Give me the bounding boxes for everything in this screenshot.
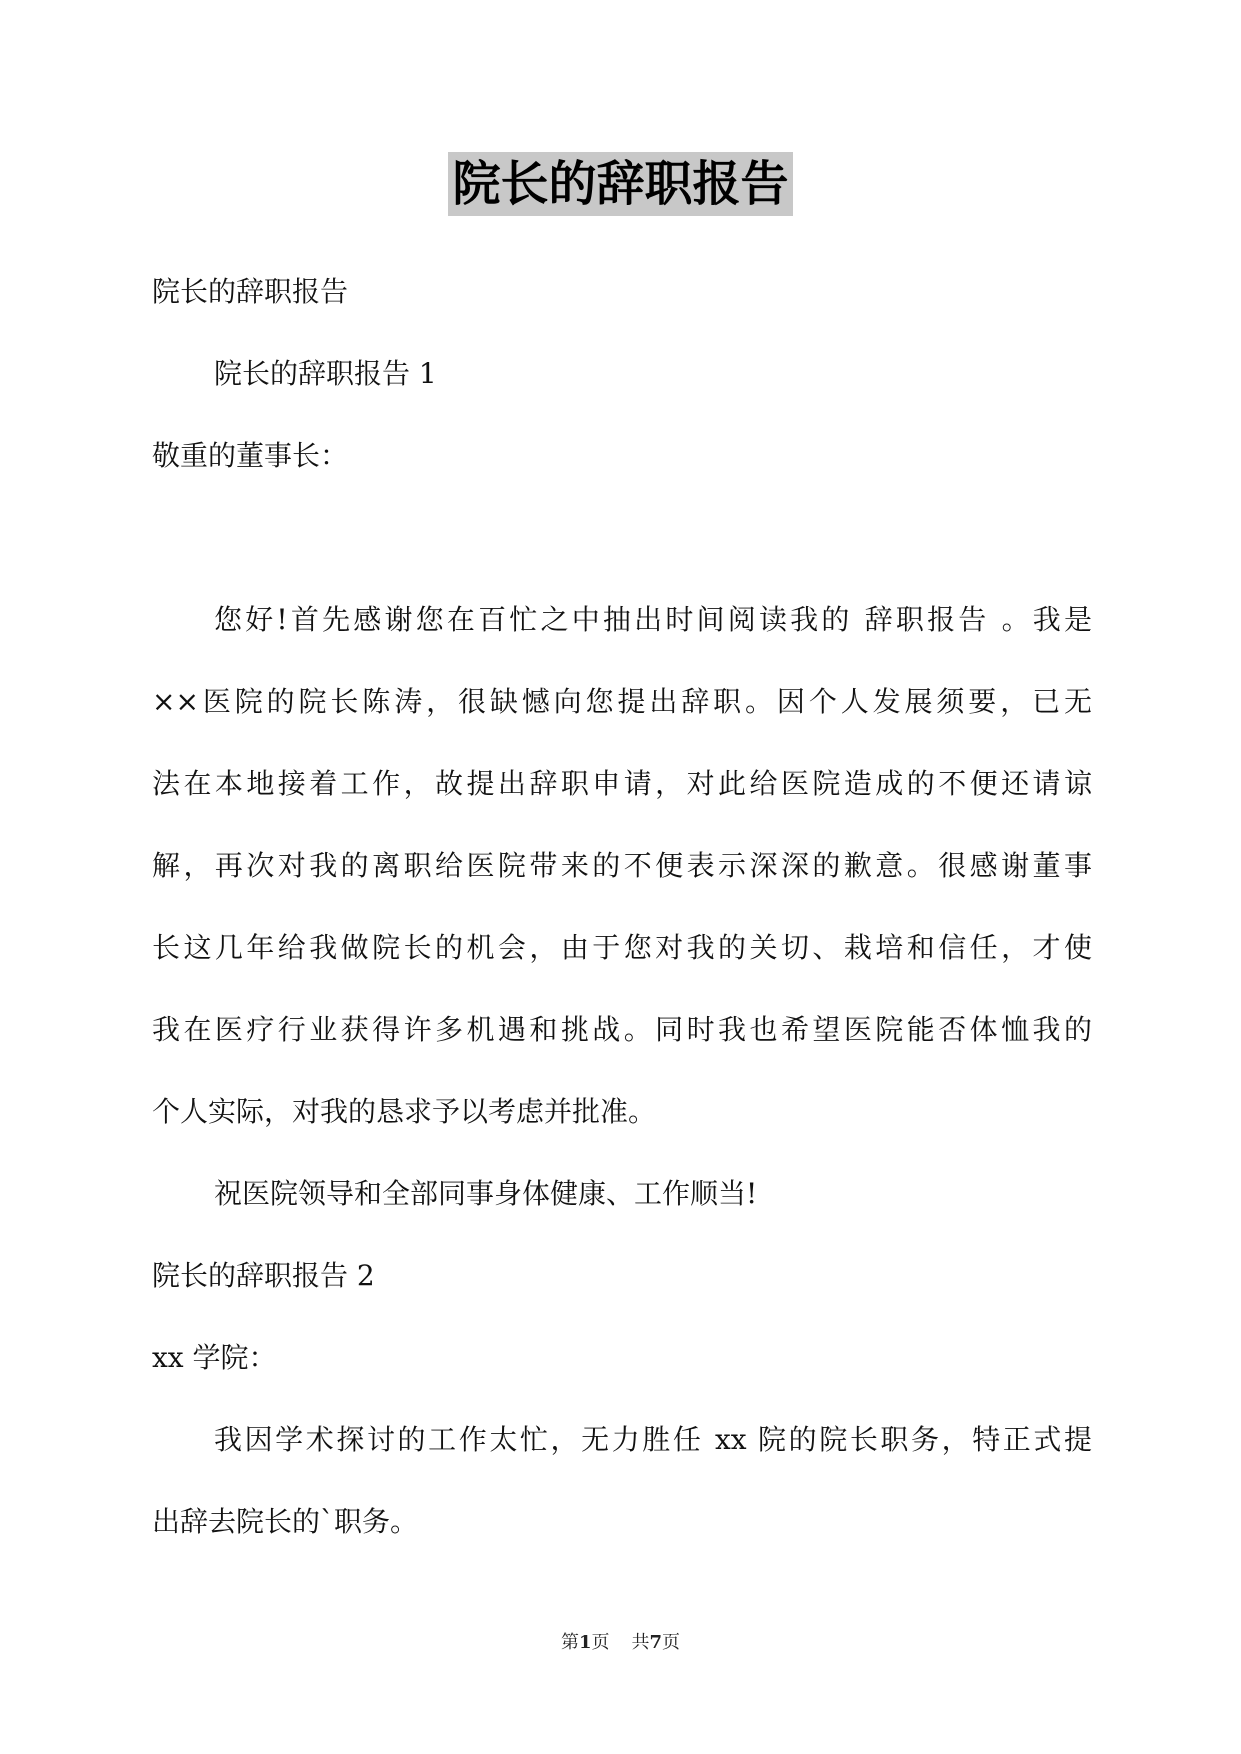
body-line-6: 我在医疗行业获得许多机遇和挑战。同时我也希望医院能否体恤我的 bbox=[152, 1013, 1092, 1046]
salutation-2: xx 学院： bbox=[152, 1341, 277, 1374]
page-footer bbox=[0, 1628, 1241, 1654]
body-line-9: 出辞去院长的`职务。 bbox=[152, 1505, 419, 1538]
paragraph-heading: 院长的辞职报告 bbox=[152, 275, 349, 308]
salutation-1: 敬重的董事长： bbox=[152, 439, 349, 472]
footer-page-prefix: 第 bbox=[560, 1632, 579, 1653]
body-line-5: 长这几年给我做院长的机会，由于您对我的关切、栽培和信任，才使 bbox=[152, 931, 1092, 964]
body-line-3: 法在本地接着工作，故提出辞职申请，对此给医院造成的不便还请谅 bbox=[152, 767, 1092, 800]
body-line-4: 解，再次对我的离职给医院带来的不便表示深深的歉意。很感谢董事 bbox=[152, 849, 1092, 882]
document-body bbox=[152, 262, 1092, 1574]
footer-total-prefix: 共 bbox=[631, 1632, 650, 1653]
body-line-2: ××医院的院长陈涛，很缺憾向您提出辞职。因个人发展须要，已无 bbox=[152, 685, 1092, 718]
body-line-8: 我因学术探讨的工作太忙，无力胜任 xx 院的院长职务，特正式提 bbox=[214, 1423, 1092, 1456]
footer-page-total: 7 bbox=[649, 1632, 663, 1653]
blank-line bbox=[152, 508, 1092, 590]
footer-total-suffix: 页 bbox=[662, 1632, 681, 1653]
document-title: 院长的辞职报告 bbox=[448, 152, 792, 216]
footer-page-mid: 页 bbox=[591, 1632, 610, 1653]
closing-wish: 祝医院领导和全部同事身体健康、工作顺当! bbox=[214, 1177, 758, 1210]
body-line-1: 您好!首先感谢您在百忙之中抽出时间阅读我的 辞职报告 。我是 bbox=[214, 603, 1092, 636]
title-container bbox=[0, 152, 1241, 216]
section-heading-1: 院长的辞职报告 1 bbox=[214, 357, 437, 390]
section-heading-2: 院长的辞职报告 2 bbox=[152, 1259, 375, 1292]
body-line-7: 个人实际，对我的恳求予以考虑并批准。 bbox=[152, 1095, 657, 1128]
footer-page-current: 1 bbox=[578, 1632, 592, 1653]
